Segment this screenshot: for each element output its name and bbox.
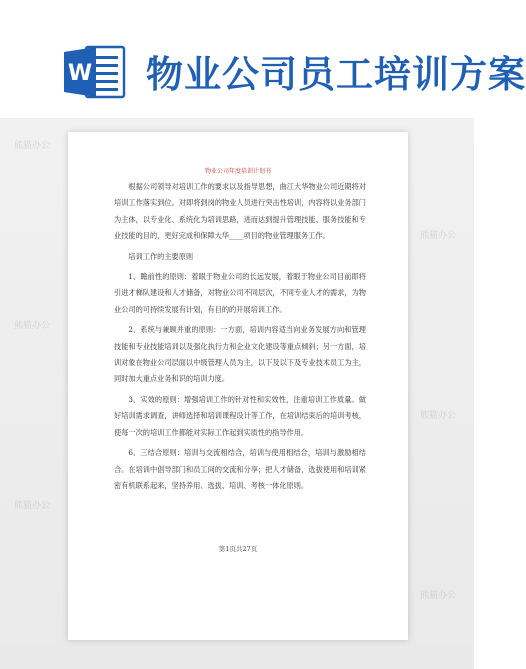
svg-text:W: W — [67, 61, 93, 86]
watermark: 熊猫办公 — [420, 231, 457, 241]
page-number: 第1页共27页 — [218, 545, 258, 553]
watermark: 熊猫办公 — [14, 141, 51, 151]
watermark: 熊猫办公 — [14, 501, 51, 511]
paragraph: 3、实效的原则：增强培训工作的针对性和实效性，注重培训工作质量。做好培训需求调查，讲师选择和培训课程设计等工作，在培训结束后的培训考核，使每一次的培训工作都能对实际工作起到实质性的指导作用。 — [114, 394, 366, 437]
watermark: 熊猫办公 — [420, 411, 457, 421]
banner — [0, 0, 526, 118]
document-body — [114, 179, 366, 494]
paragraph: 1、瞻前性的原则：着眼于物业公司的长远发展，着眼于物业公司目前即将引进才梯队建设和人才储备，对物业公司不同层次，不同专业人才的需求，为物业公司的可持续发展有计划，有目的的开展培训工作。 — [114, 272, 366, 314]
watermark: 熊猫办公 — [420, 591, 457, 601]
paragraph: 根据公司领导对培训工作的要求以及指导思想，曲江大华物业公司近期将对培训工作落实到位。对即将到岗的物业人员进行突击性培训，内容将以业务部门为主体，以专业化、系统化为培训思路，进而达到提升管理技能、服务技能和专业技能的目的，更好完成和保障大华____项目的物业管理服务工作。 — [114, 182, 366, 241]
document-heading: 物业公司年度培训计划书 — [204, 168, 271, 175]
banner-title: 物业公司员工培训方案 — [146, 53, 526, 96]
document-page — [68, 132, 408, 640]
word-document-icon — [62, 43, 126, 101]
watermark: 熊猫办公 — [14, 321, 51, 331]
paragraph: 6、三结合原则：培训与交流相结合，培训与使用相结合，培训与激励相结合。在培训中倡导部门和员工间的交流和分享；把人才储备，选拔使用和培训紧密有机联系起来，坚持养用、选拔、培训、考核一体化原则。 — [114, 448, 366, 490]
paragraph: 2、系统与兼顾并重的原则：一方面，培训内容适当向业务发展方向和管理技能和专业技能培训以及强化执行力和企业文化建设等重点倾斜；另一方面，培训对象在物业公司层面以中级管理人员为主，以下及以下及专业技术员工为主，同时加大重点业务和识的培训力度。 — [114, 325, 366, 384]
section-heading: 培训工作的主要原则 — [128, 251, 194, 261]
